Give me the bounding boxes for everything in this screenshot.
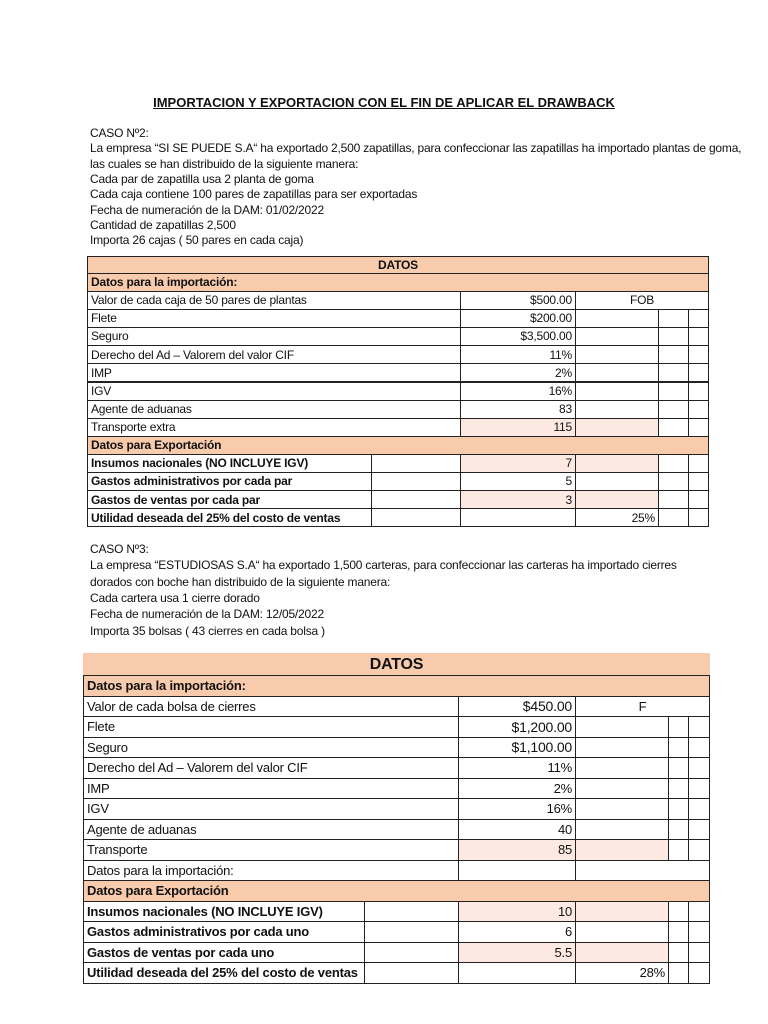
- row-label: Insumos nacionales (NO INCLUYE IGV): [83, 901, 365, 923]
- row-label: Transporte extra: [87, 418, 461, 437]
- row-extra: [575, 901, 669, 923]
- row-label: Gastos de ventas por cada par: [87, 490, 372, 509]
- row-label: Gastos de ventas por cada uno: [83, 942, 365, 964]
- row-extra: [575, 454, 659, 473]
- empty-cell: [658, 309, 689, 328]
- row-extra: [575, 400, 659, 419]
- empty-cell: [668, 798, 689, 820]
- row-value: [458, 962, 576, 984]
- row-extra: [575, 716, 669, 738]
- row-value: 83: [460, 400, 576, 419]
- empty-cell: [658, 345, 689, 364]
- row-value: 10: [458, 901, 576, 923]
- empty-cell: [688, 400, 709, 419]
- empty-cell: [658, 363, 689, 382]
- description-line: las cuales se han distribuido de la siguiente manera:: [90, 156, 359, 171]
- row-value: 3: [460, 490, 576, 509]
- row-value: 7: [460, 454, 576, 473]
- row-value: 11%: [458, 757, 576, 779]
- row-label: Derecho del Ad – Valorem del valor CIF: [87, 345, 461, 364]
- empty-cell: [688, 472, 709, 491]
- row-label: Seguro: [87, 327, 461, 346]
- section-header: Datos para la importación:: [87, 273, 709, 292]
- empty-cell: [658, 490, 689, 509]
- empty-cell: [668, 737, 689, 759]
- row-value: $450.00: [458, 696, 576, 718]
- row-label: Seguro: [83, 737, 459, 759]
- empty-cell: [668, 942, 689, 964]
- table-header: DATOS: [83, 653, 710, 676]
- row-extra: 28%: [575, 962, 669, 984]
- empty-cell: [658, 327, 689, 346]
- row-label: Flete: [83, 716, 459, 738]
- description-line: La empresa “ESTUDIOSAS S.A“ ha exportado 1,500 carteras, para confeccionar las carteras ha importado cierres: [90, 558, 677, 573]
- empty-cell: [688, 418, 709, 437]
- row-label: Derecho del Ad – Valorem del valor CIF: [83, 757, 459, 779]
- row-label: Agente de aduanas: [83, 819, 459, 841]
- row-label: IGV: [83, 798, 459, 820]
- empty-cell: [658, 472, 689, 491]
- section-header: Datos para Exportación: [87, 436, 709, 455]
- row-label: Flete: [87, 309, 461, 328]
- row-label: Valor de cada bolsa de cierres: [83, 696, 459, 718]
- empty-cell: [668, 757, 689, 779]
- empty-cell: [371, 454, 461, 473]
- row-value: $200.00: [460, 309, 576, 328]
- row-value: 6: [458, 921, 576, 943]
- empty-cell: [658, 400, 689, 419]
- empty-cell: [668, 839, 689, 861]
- empty-cell: [371, 508, 461, 527]
- row-label: Gastos administrativos por cada uno: [83, 921, 365, 943]
- empty-cell: [688, 778, 710, 800]
- row-extra: [575, 327, 659, 346]
- row-value: 16%: [460, 382, 576, 401]
- empty-cell: [688, 327, 709, 346]
- row-value: $1,200.00: [458, 716, 576, 738]
- empty-cell: [688, 454, 709, 473]
- empty-cell: [688, 901, 710, 923]
- description-line: Fecha de numeración de la DAM: 12/05/2022: [90, 607, 324, 622]
- row-extra: [575, 472, 659, 491]
- row-note: FOB: [575, 291, 709, 310]
- empty-cell: [668, 962, 689, 984]
- row-extra: [575, 921, 669, 943]
- empty-cell: [688, 508, 709, 527]
- row-extra: 25%: [575, 508, 659, 527]
- empty-cell: [364, 962, 459, 984]
- row-extra: [575, 737, 669, 759]
- section-header: Datos para Exportación: [83, 880, 710, 902]
- row-value: $3,500.00: [460, 327, 576, 346]
- row-value: 115: [460, 418, 576, 437]
- row-value: $500.00: [460, 291, 576, 310]
- row-label: Utilidad deseada del 25% del costo de ventas: [87, 508, 372, 527]
- row-label: Utilidad deseada del 25% del costo de ventas: [83, 962, 365, 984]
- row-extra: [575, 798, 669, 820]
- description-line: CASO Nº2:: [90, 126, 149, 140]
- empty-cell: [668, 778, 689, 800]
- description-line: CASO Nº3:: [90, 542, 149, 556]
- empty-cell: [688, 490, 709, 509]
- row-label: IGV: [87, 382, 461, 401]
- empty-cell: [364, 942, 459, 964]
- description-line: Fecha de numeración de la DAM: 01/02/2022: [90, 202, 324, 217]
- empty-cell: [658, 418, 689, 437]
- empty-cell: [688, 309, 709, 328]
- row-extra: [575, 942, 669, 964]
- row-label: Insumos nacionales (NO INCLUYE IGV): [87, 454, 372, 473]
- row-extra: [575, 778, 669, 800]
- description-line: dorados con boche han distribuido de la siguiente manera:: [90, 574, 391, 589]
- empty-cell: [658, 454, 689, 473]
- empty-cell: [371, 490, 461, 509]
- empty-cell: [688, 757, 710, 779]
- empty-cell: [688, 345, 709, 364]
- row-extra: [575, 382, 659, 401]
- empty-cell: [668, 716, 689, 738]
- row-value: 40: [458, 819, 576, 841]
- empty-cell: [688, 839, 710, 861]
- empty-cell: [668, 901, 689, 923]
- row-value: 2%: [458, 778, 576, 800]
- row-label: Datos para la importación:: [83, 860, 459, 882]
- description-line: Cantidad de zapatillas 2,500: [90, 217, 236, 232]
- row-value: 2%: [460, 363, 576, 382]
- description-line: Cada par de zapatilla usa 2 planta de goma: [90, 171, 314, 186]
- row-value: [460, 508, 576, 527]
- document-title: IMPORTACION Y EXPORTACION CON EL FIN DE APLICAR EL DRAWBACK: [153, 95, 615, 110]
- description-line: Cada caja contiene 100 pares de zapatillas para ser exportadas: [90, 187, 418, 202]
- row-label: Valor de cada caja de 50 pares de plantas: [87, 291, 461, 310]
- row-extra: [575, 418, 659, 437]
- table-header: DATOS: [87, 256, 709, 274]
- empty-cell: [688, 363, 709, 382]
- description-line: Importa 26 cajas ( 50 pares en cada caja): [90, 233, 304, 248]
- row-note: F: [575, 696, 710, 718]
- description-line: Importa 35 bolsas ( 43 cierres en cada bolsa ): [90, 623, 325, 638]
- empty-cell: [688, 737, 710, 759]
- empty-cell: [688, 382, 709, 401]
- empty-cell: [371, 472, 461, 491]
- row-value: 16%: [458, 798, 576, 820]
- row-extra: [575, 345, 659, 364]
- row-extra: [575, 363, 659, 382]
- row-extra: [575, 490, 659, 509]
- empty-cell: [688, 716, 710, 738]
- row-value: 11%: [460, 345, 576, 364]
- empty-cell: [688, 819, 710, 841]
- row-label: Transporte: [83, 839, 459, 861]
- empty-cell: [658, 508, 689, 527]
- empty-cell: [658, 382, 689, 401]
- empty-cell: [668, 819, 689, 841]
- row-label: IMP: [87, 363, 461, 382]
- row-value: $1,100.00: [458, 737, 576, 759]
- row-value: 85: [458, 839, 576, 861]
- row-label: IMP: [83, 778, 459, 800]
- section-header: Datos para la importación:: [83, 675, 710, 697]
- empty-cell: [668, 921, 689, 943]
- row-note: [575, 860, 710, 882]
- description-line: La empresa “SI SE PUEDE S.A“ ha exportado 2,500 zapatillas, para confeccionar las zapatillas ha importado plantas de goma,: [90, 141, 742, 156]
- description-line: Cada cartera usa 1 cierre dorado: [90, 590, 260, 605]
- empty-cell: [688, 921, 710, 943]
- empty-cell: [688, 962, 710, 984]
- empty-cell: [364, 921, 459, 943]
- row-extra: [575, 839, 669, 861]
- row-value: 5.5: [458, 942, 576, 964]
- row-label: Agente de aduanas: [87, 400, 461, 419]
- empty-cell: [364, 901, 459, 923]
- row-label: Gastos administrativos por cada par: [87, 472, 372, 491]
- row-value: 5: [460, 472, 576, 491]
- empty-cell: [688, 942, 710, 964]
- row-extra: [575, 757, 669, 779]
- row-extra: [575, 309, 659, 328]
- row-extra: [575, 819, 669, 841]
- empty-cell: [688, 798, 710, 820]
- row-value: [458, 860, 576, 882]
